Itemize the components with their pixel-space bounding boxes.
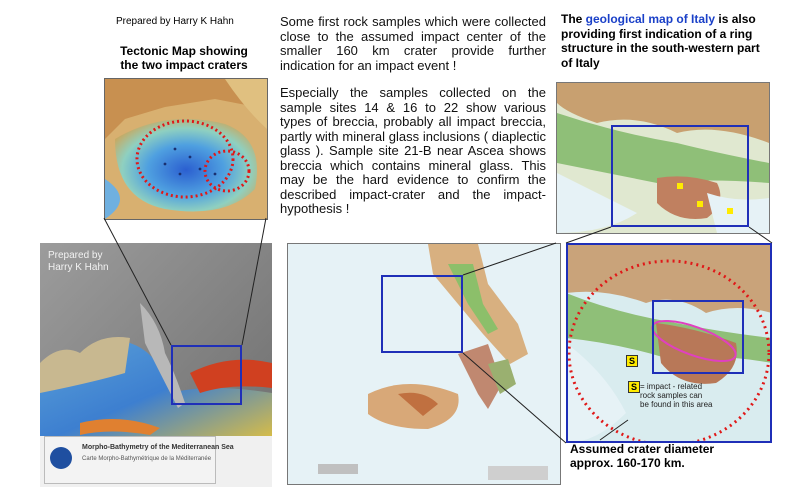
- map-prepared-line1: Prepared by: [48, 250, 103, 261]
- connector-geo-bottom: [463, 353, 566, 443]
- connector-tectonic-right: [242, 218, 266, 345]
- connector-tectonic-left: [104, 218, 171, 345]
- paragraph-samples: Some first rock samples which were collected close to the assumed impact center of the smaller 160 km crater provide further indication for an impact event !: [280, 14, 546, 73]
- connector-detail-bottom: [749, 227, 772, 243]
- map-prepared-line2: Harry K Hahn: [48, 262, 109, 273]
- sample-marker-2: S: [628, 381, 640, 393]
- caption-line1: Assumed crater diameter: [570, 442, 715, 456]
- connector-caption: [600, 420, 628, 440]
- geological-map-link[interactable]: geological map of Italy: [585, 12, 716, 26]
- note-line2: rock samples can: [640, 391, 703, 400]
- caption-line2: approx. 160-170 km.: [570, 456, 685, 470]
- prepared-by-label: Prepared by Harry K Hahn: [116, 16, 234, 27]
- note-line1: = impact - related: [640, 382, 703, 391]
- tectonic-title-line2: the two impact craters: [120, 58, 248, 72]
- note-line3: be found in this area: [640, 400, 713, 409]
- connector-detail-top: [566, 227, 611, 243]
- sample-marker-1: S: [626, 355, 638, 367]
- tectonic-title-line1: Tectonic Map showing: [120, 44, 248, 58]
- paragraph-breccia: Especially the samples collected on the sample sites 14 & 16 to 22 show various types of breccia, probably all impact breccia, partly with mineral glass inclusions ( diaplectic glass ). Sample site 21-B near Ascea shows breccia which contains mineral glass. This may be the hard evidence to confirm the described impact-crater and the impact-hypothesis !: [280, 85, 546, 216]
- geo-heading-prefix: The: [561, 12, 586, 26]
- geo-heading-suffix: is also providing first indication of a ring structure in the south-western part of Italy: [561, 12, 760, 70]
- legend-subtitle: Carte Morpho-Bathymétrique de la Méditerranée: [82, 456, 212, 462]
- legend-title: Morpho-Bathymetry of the Mediterranean Sea: [82, 444, 234, 451]
- connector-geo-top: [463, 243, 556, 275]
